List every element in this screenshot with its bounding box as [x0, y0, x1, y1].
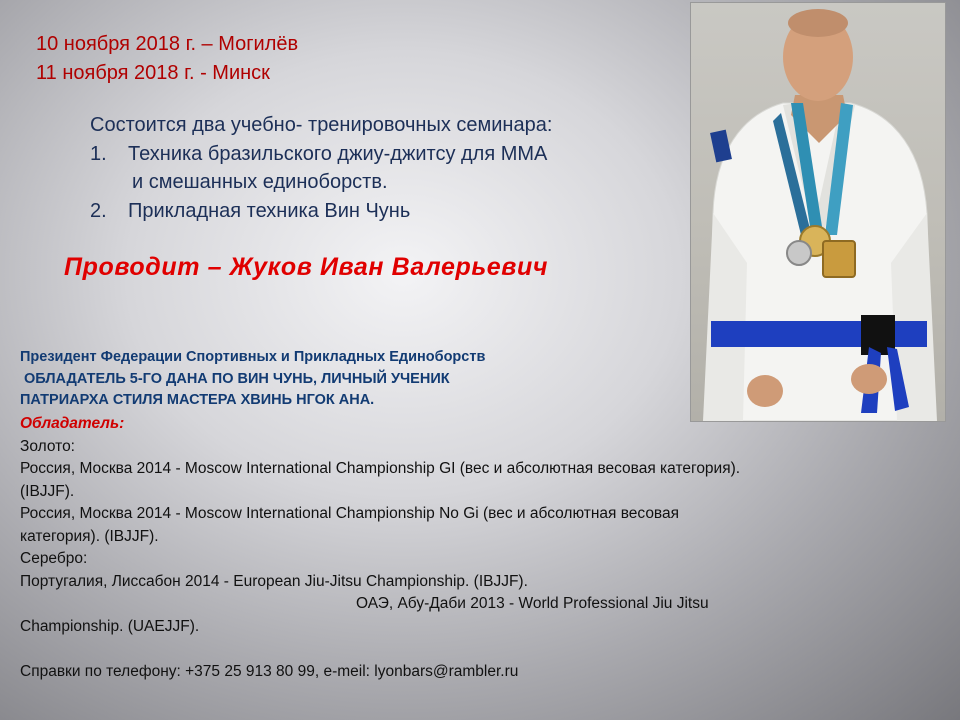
gold-1-line-2: (IBJJF). [20, 482, 75, 500]
gold-2-line-1: Россия, Москва 2014 - Moscow International Championship No Gi (вес и абсолютная весовая [20, 505, 680, 522]
seminar-item-2-text: Прикладная техника Вин Чунь [128, 199, 411, 222]
holder-label: Обладатель: [20, 415, 125, 432]
silver-2-text: ОАЭ, Абу-Даби 2013 - World Professional Jiu Jitsu [356, 595, 709, 612]
seminar-item-1-text: Техника бразильского джиу-джитсу для ММА [128, 142, 548, 165]
seminar-item-1-number: 1. [90, 142, 107, 165]
event-dates [36, 30, 298, 88]
silver-2-line-1 [20, 593, 740, 616]
date-mogilev: 10 ноября 2018 г. – Могилёв [36, 33, 299, 55]
seminar-list [90, 111, 552, 225]
contact-info: Справки по телефону: +375 25 913 80 99, e-meil: lyonbars@rambler.ru [20, 662, 519, 680]
title-line-3: ПАТРИАРХА СТИЛЯ МАСТЕРА ХВИНЬ НГОК АНА. [20, 392, 375, 408]
seminar-intro: Состоится два учебно- тренировочных семинара: [90, 114, 553, 136]
athlete-portrait-icon [691, 3, 945, 421]
seminar-item-2 [90, 197, 552, 226]
silver-label: Серебро: [20, 550, 88, 567]
gold-2-line-2: категория). (IBJJF). [20, 527, 159, 545]
title-line-1: Президент Федерации Спортивных и Прикладных Единоборств [20, 349, 486, 365]
silver-1: Португалия, Лиссабон 2014 - European Jiu-Jitsu Championship. (IBJJF). [20, 572, 528, 590]
instructor-titles [20, 347, 485, 412]
seminar-item-2-number: 2. [90, 199, 107, 222]
seminar-item-1-continued [90, 168, 552, 197]
title-line-2: ОБЛАДАТЕЛЬ 5-ГО ДАНА ПО ВИН ЧУНЬ, ЛИЧНЫЙ УЧЕНИК [20, 370, 450, 387]
instructor-heading: Проводит – Жуков Иван Валерьевич [64, 253, 549, 281]
seminar-item-1-text-2: и смешанных единоборств. [132, 171, 388, 193]
date-minsk: 11 ноября 2018 г. - Минск [36, 62, 270, 84]
silver-2-line-2: Championship. (UAEJJF). [20, 617, 200, 635]
athlete-photo [690, 2, 946, 422]
gold-1-line-1: Россия, Москва 2014 - Moscow International Championship GI (вес и абсолютная весовая категория). [20, 460, 741, 477]
seminar-item-1 [90, 140, 552, 169]
gold-label: Золото: [20, 437, 75, 455]
achievements [20, 413, 740, 683]
